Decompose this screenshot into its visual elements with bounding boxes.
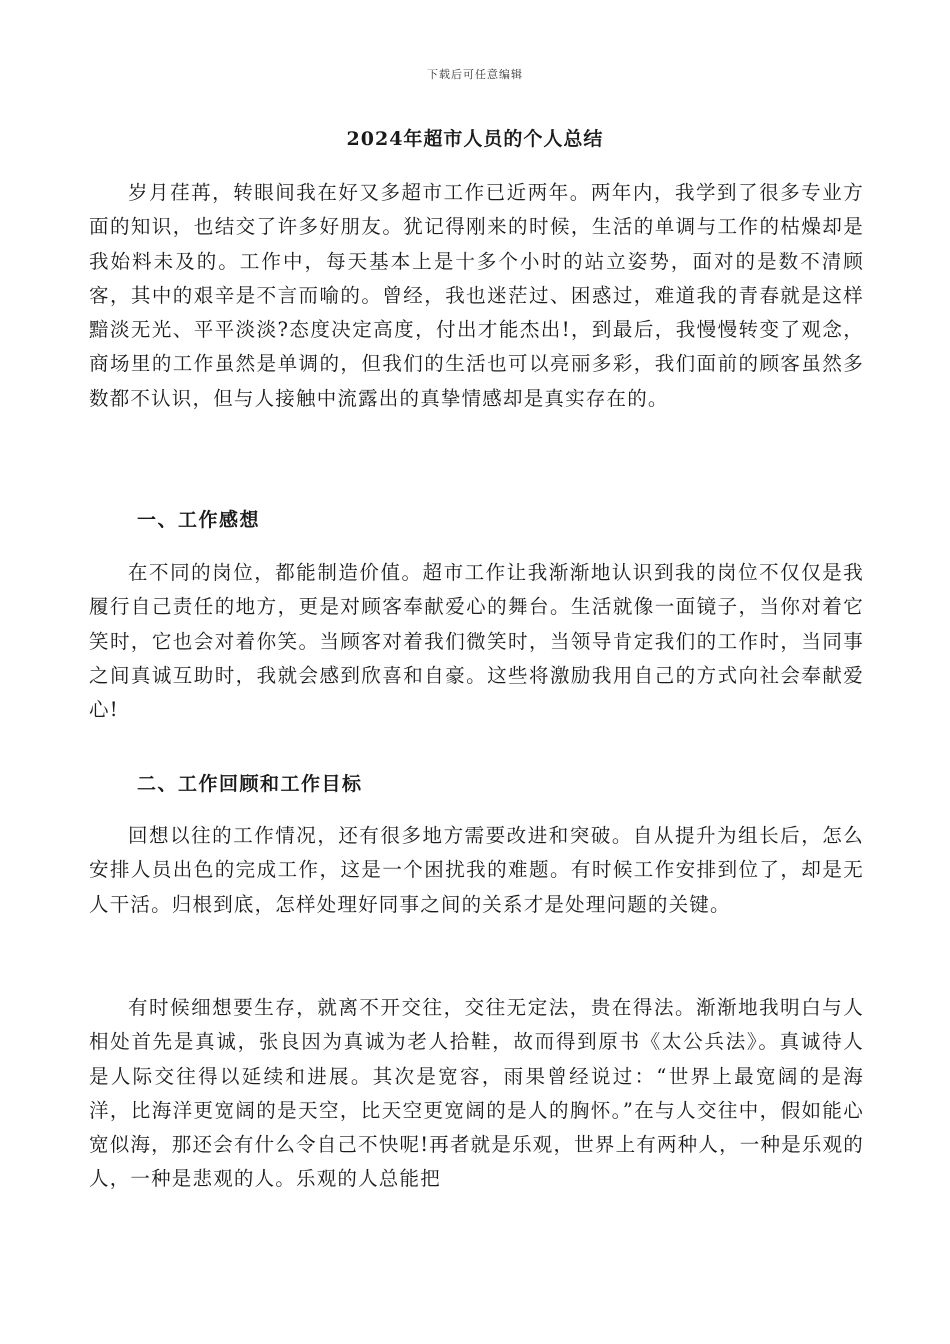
document-title: 2024年超市人员的个人总结	[346, 128, 604, 150]
section2-paragraph-1: 回想以往的工作情况，还有很多地方需要改进和突破。自从提升为组长后，怎么安排人员出色的完成工作，这是一个困扰我的难题。有时候工作安排到位了，却是无人干活。归根到底，怎样处理好同事之间的关系才是处理问题的关键。	[89, 824, 864, 916]
section1-paragraph: 在不同的岗位，都能制造价值。超市工作让我渐渐地认识到我的岗位不仅仅是我履行自己责任的地方，更是对顾客奉献爱心的舞台。生活就像一面镜子，当你对着它笑时，它也会对着你笑。当顾客对着我们微笑时，当领导肯定我们的工作时，当同事之间真诚互助时，我就会感到欣喜和自豪。这些将激励我用自己的方式向社会奉献爱心!	[89, 561, 864, 722]
header-note: 下载后可任意编辑	[427, 68, 523, 81]
section-heading-1: 一、工作感想	[137, 509, 261, 531]
section2-paragraph-2: 有时候细想要生存，就离不开交往，交往无定法，贵在得法。渐渐地我明白与人相处首先是真诚，张良因为真诚为老人拾鞋，故而得到原书《太公兵法》。真诚待人是人际交往得以延续和进展。其次是宽容，雨果曾经说过：“世界上最宽阔的是海洋，比海洋更宽阔的是天空，比天空更宽阔的是人的胸怀。”在与人交往中，假如能心宽似海，那还会有什么令自己不快呢!再者就是乐观，世界上有两种人，一种是乐观的人，一种是悲观的人。乐观的人总能把	[89, 996, 864, 1191]
section-heading-2: 二、工作回顾和工作目标	[137, 773, 363, 795]
intro-paragraph: 岁月荏苒，转眼间我在好又多超市工作已近两年。两年内，我学到了很多专业方面的知识，也结交了许多好朋友。犹记得刚来的时候，生活的单调与工作的枯燥却是我始料未及的。工作中，每天基本上是十多个小时的站立姿势，面对的是数不清顾客，其中的艰辛是不言而喻的。曾经，我也迷茫过、困惑过，难道我的青春就是这样黯淡无光、平平淡淡?态度决定高度，付出才能杰出!，到最后，我慢慢转变了观念，商场里的工作虽然是单调的，但我们的生活也可以亮丽多彩，我们面前的顾客虽然多数都不认识，但与人接触中流露出的真挚情感却是真实存在的。	[89, 181, 864, 410]
